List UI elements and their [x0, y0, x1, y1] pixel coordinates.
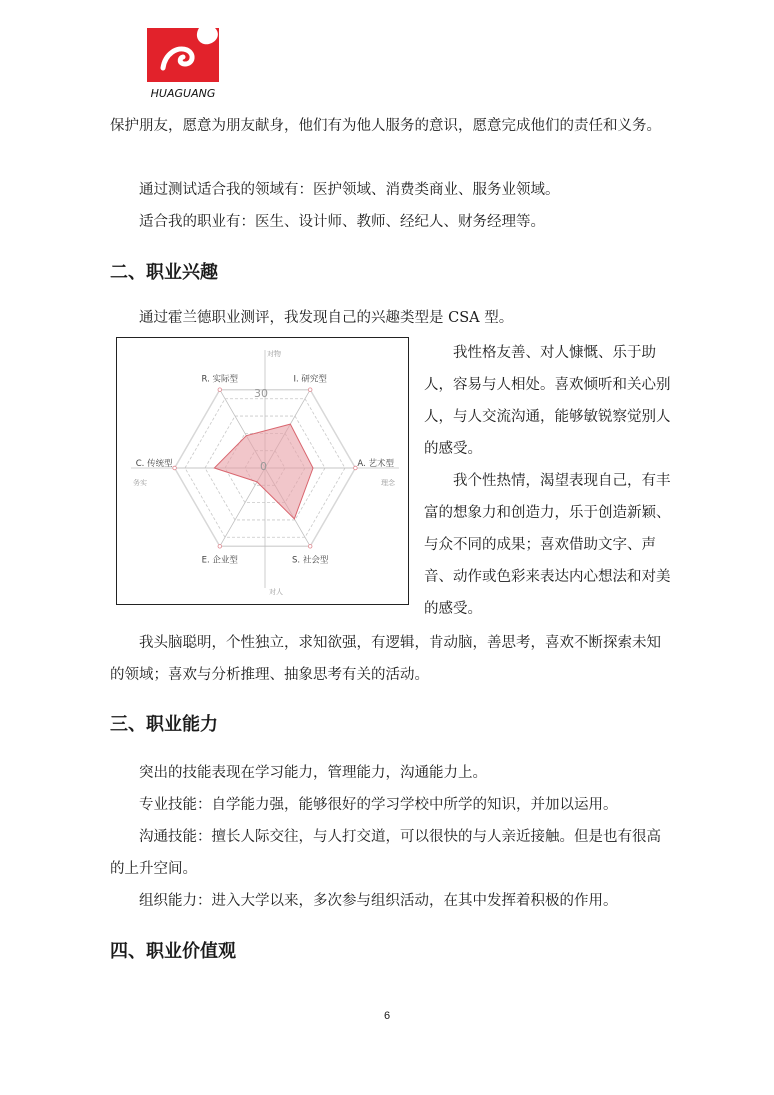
logo-text: HUAGUANG	[150, 87, 216, 100]
radar-vertex-dot	[308, 544, 312, 548]
radar-vertex-dot	[308, 388, 312, 392]
section-heading-values: 四、职业价值观	[110, 941, 236, 962]
paragraph-3: 适合我的职业有：医生、设计师、教师、经纪人、财务经理等。	[139, 214, 545, 230]
ability-p4: 组织能力：进入大学以来，多次参与组织活动，在其中发挥着积极的作用。	[139, 893, 618, 909]
ability-p1: 突出的技能表现在学习能力，管理能力，沟通能力上。	[139, 765, 487, 781]
interest-after: 我头脑聪明，个性独立，求知欲强，有逻辑，肯动脑，善思考，喜欢不断探索未知的领域；喜欢与分析推理、抽象思考有关的活动。	[110, 635, 661, 683]
axis-label-top: 对物	[267, 350, 281, 358]
holland-radar-chart	[116, 337, 409, 605]
radar-category-label: S. 社会型	[292, 555, 329, 566]
ability-p3: 沟通技能：擅长人际交往，与人打交道，可以很快的与人亲近接触。但是也有很高的上升空间。	[110, 829, 661, 877]
radar-vertex-dot	[218, 388, 222, 392]
paragraph-1: 保护朋友，愿意为朋友献身，他们有为他人服务的意识，愿意完成他们的责任和义务。	[110, 118, 661, 134]
radar-category-label: I. 研究型	[293, 374, 327, 385]
interest-intro: 通过霍兰德职业测评，我发现自己的兴趣类型是 CSA 型。	[139, 310, 514, 326]
radar-category-label: A. 艺术型	[357, 459, 394, 469]
scale-label-min: 0	[260, 460, 267, 473]
radar-category-label: C. 传统型	[135, 459, 173, 469]
page-number: 6	[383, 1010, 391, 1022]
axis-label-right: 理念	[381, 479, 395, 487]
radar-category-label: R. 实际型	[201, 374, 239, 385]
section-heading-interest: 二、职业兴趣	[110, 262, 218, 283]
interest-side-2: 我个性热情，渴望表现自己，有丰富的想象力和创造力，乐于创造新颖、与众不同的成果；喜欢借助文字、声音、动作或色彩来表达内心想法和对美的感受。	[424, 473, 671, 617]
radar-category-label: E. 企业型	[201, 555, 238, 566]
scale-label-max: 30	[254, 387, 268, 400]
axis-label-bottom: 对人	[269, 588, 283, 596]
paragraph-2: 通过测试适合我的领域有：医护领域、消费类商业、服务业领域。	[139, 182, 560, 198]
ability-p2: 专业技能：自学能力强，能够很好的学习学校中所学的知识，并加以运用。	[139, 797, 618, 813]
radar-svg	[117, 338, 407, 603]
axis-label-left: 务实	[133, 479, 147, 487]
huaguang-logo	[143, 24, 223, 104]
radar-vertex-dot	[173, 466, 177, 470]
interest-side-1: 我性格友善、对人慷慨、乐于助人，容易与人相处。喜欢倾听和关心别人，与人交流沟通，能够敏锐察觉别人的感受。	[424, 345, 671, 457]
logo	[143, 24, 223, 104]
section-heading-ability: 三、职业能力	[110, 714, 218, 735]
radar-vertex-dot	[218, 544, 222, 548]
